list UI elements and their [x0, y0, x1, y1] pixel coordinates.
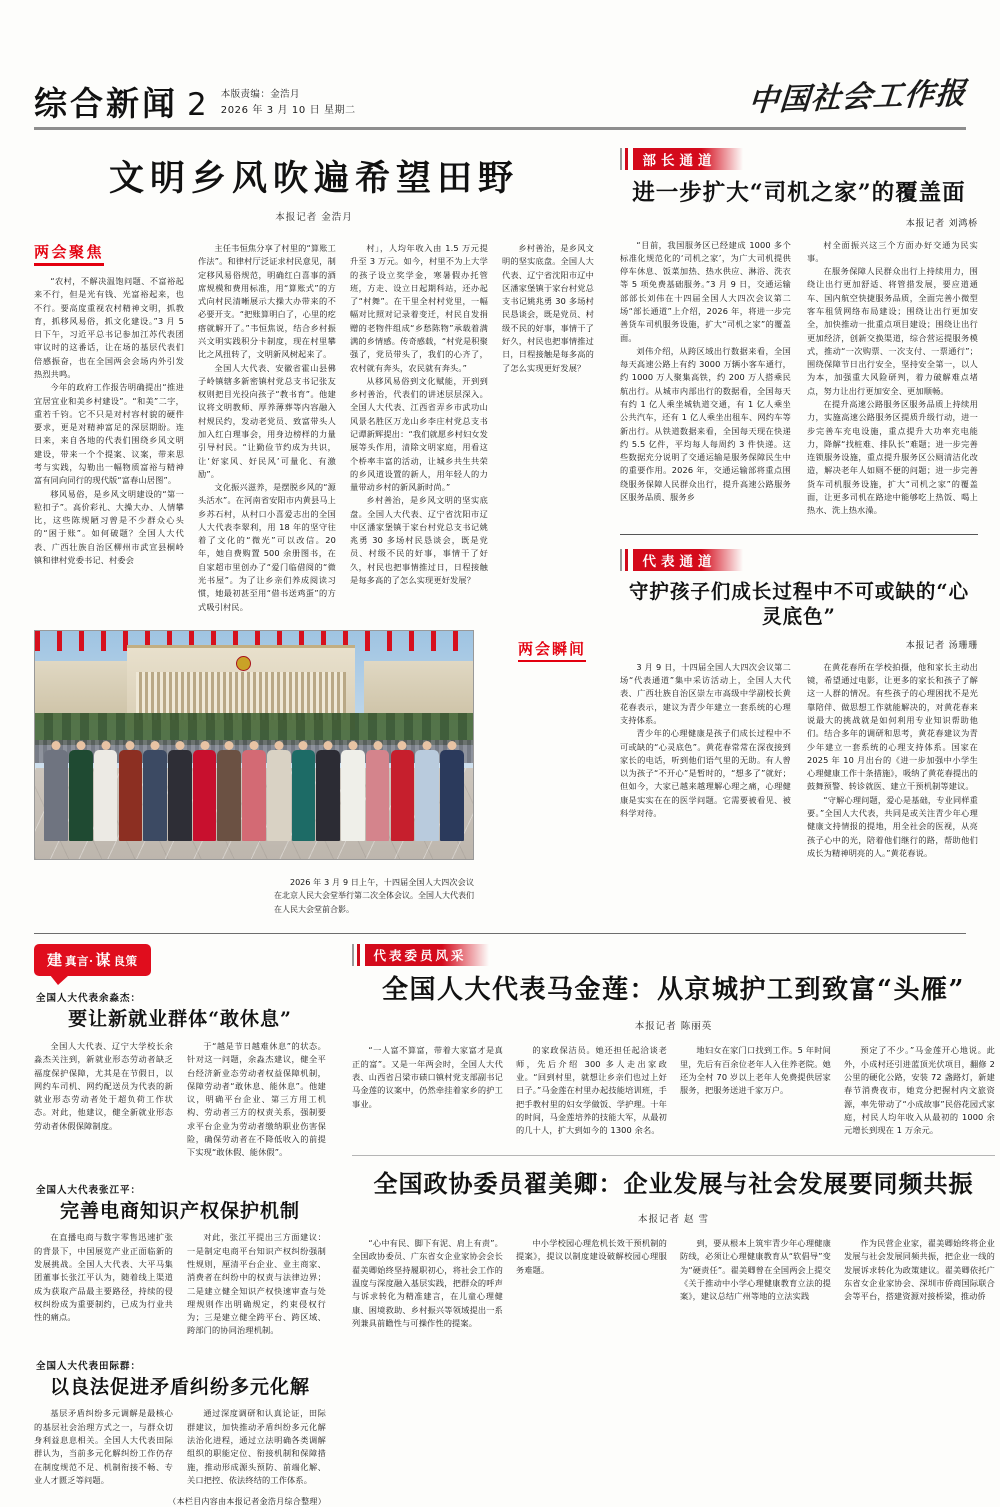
lead-tag: 两会聚焦 [34, 241, 104, 266]
proposal-kicker: 全国人大代表田际群： [36, 1360, 142, 1372]
badge-big-1: 建 [47, 951, 64, 970]
tag-bars-icon [352, 944, 360, 966]
photo-hall-right-wing [364, 661, 474, 720]
feature2-col3: 到，要从根本上筑牢青少年心理健康防线，必须让心理健康教育从“软倡导”变为“硬责任”。翟美卿曾在全国两会上提交《关于推动中小学心理健康教育立法的提案》，建议总结广州等地的立法实践 [680, 1238, 831, 1302]
photo-person [440, 750, 464, 840]
proposal-item [34, 1182, 326, 1338]
minister-col1: “目前，我国服务区已经建成 1000 多个标准化规范化的‘司机之家’，为广大司机提供停车休息、饭菜加热、热水供应、淋浴、洗衣等 5 项免费基础服务。”3 月 9 日，交通运输部部长刘伟在十四届全国人大四次会议第二场“部长通道”上介绍，2026 年，将进一步完善货车司机服务设施，扩大“司机之家”的覆盖面。 刘伟介绍，从跨区域出行数据来看，全国每天高速公路上有约 3000 万辆小客车通行，约 1000 万人聚集高铁，约 200 万人搭乘民航出行。从城市内部出行的数据看，全国每天有约 1 亿人乘坐城轨道交通，有 1 亿人乘坐公共汽车，还有 1 亿人乘坐出租车、网约车等新出行。从铁道数据来看，全国每天现在快递约 5.5 亿件，平均每人每周约 3 件快递。这些数据充分说明了交通运输是服务保障民生中的重要作用。2026 年，交通运输部将重点围绕服务保障人民群众出行，提升高速公路服务区服务品质、服务乡 [620, 239, 791, 502]
bottom-grid [34, 944, 995, 1507]
npc-delegates-photo [34, 630, 474, 860]
badge-big-2: 谋 [95, 951, 112, 970]
right-column [620, 130, 978, 917]
lead-story [34, 130, 594, 917]
paper-logo: 中国社会工作报 [747, 76, 968, 119]
delegate-byline: 本报记者 汤珊珊 [905, 640, 978, 651]
feature1-headline: 全国人大代表马金莲：从京城护工到致富“头雁” [382, 975, 965, 1006]
delegate-col2: 在黄花春所在学校拍摄，他和家长主动出镜，希望通过电影，让更多的家长和孩子了解这一人群的情况。有些孩子的心理困扰不是光靠陪伴、做思想工作就能解决的，对黄花春来说最大的挑战就是如何利用专业知识帮助他们。结合多年的调研和思考，黄花春建议为青少年建立一套系统的心理支持体系。国家在 2025 年 10 月出台的《进一步加强中小学生心理健康工作十条措施》，吸纳了黄花春提出的鼓舞预警、转诊就医、建立干预机制等建议。 “守解心理问题，爱心是基础，专业同样重要。”全国人大代表，共同是或关注青少年心理健康文持情报的提地，用全社会的医视，从亮孩子心中的光，陪着他们继行的路，帮助他们成长为精神明亮的人。”黄花春说。 [807, 661, 978, 858]
lead-col4: 乡村善治，是乡风文明的坚实底盘。全国人大代表、辽宁省沈阳市辽中区潘家堡镇于家台村党总支书记姚兆勇 30 多场村民恳谈会，既是党员、村级不民的好事，事情干了好久，村民也把事情推过日，日程接触是每多高的了怎么实现更好发展？ [502, 243, 594, 373]
feature2-col1: “心中有民、脚下有泥、肩上有责”。全国政协委员、广东省女企业家协会会长翟美卿始终坚持履职初心，将社会工作的温度与深度融入基层实践，把群众的呼声与诉求转化为精准建言，在儿童心理健康、困境救助、乡村振兴等领域提出一系列兼具前瞻性与可操作性的提案。 [352, 1238, 503, 1328]
mid-page-rule [34, 933, 966, 935]
tag-bars-icon [620, 549, 628, 571]
photo-block [34, 630, 594, 917]
proposals-note: （本栏目内容由本报记者金浩月综合整理） [168, 1497, 326, 1507]
masthead-meta [221, 88, 356, 120]
minister-byline: 本报记者 刘鸿桥 [905, 218, 978, 229]
delegate-headline: 守护孩子们成长过程中不可或缺的“心灵底色” [628, 580, 970, 628]
feature1-col1: “一人富不算富，带着大家富才是真正的富”。又是一年两会时，全国人大代表、山西省吕梁市碛口镇村党支部副书记马金莲的议案中，仍然牵挂着家乡的护工事业。 [352, 1045, 503, 1109]
masthead [34, 0, 968, 123]
delegate-col1: 3 月 9 日，十四届全国人大四次会议第二场“代表通道”集中采访活动上，全国人大代表、广西壮族自治区崇左市高级中学副校长黄花春表示，建议为青少年建立一套系统的心理支持体系。 青少年的心理健康是孩子们成长过程中不可或缺的“心灵底色”。黄花春常常在深夜接到家长的电话，听到他们语气里的无助。有人曾以为孩子“不开心”是暂时的，“想多了”就好；但如今，大家已越来越理解心理之痛，心理健康是实实在在的医学问题。它需要被看见、被科学对待。 [620, 661, 791, 818]
proposal-col2: 对此，张江平提出三方面建议：一是制定电商平台知识产权纠纷强制性规则，厘清平台企业、业主商家、消费者在纠纷中的权责与法律边界；二是建立健全知识产权快速审查与处理规则作出明确规定，约束侵权行为；三是建立健全跨平台、跨区域、跨部门的协同治理机制。 [187, 1232, 326, 1336]
photo-person [119, 750, 143, 840]
badge-small-1: 真言· [65, 954, 94, 969]
editor-line: 本版责编：金浩月 [220, 88, 300, 100]
proposal-col2: 于“越是节日越难休息”的状态。针对这一问题，余淼杰建议，健全平台经济新业态劳动者权益保障机制，保障劳动者“敢休息、能休息”。他建议，明确平台企业、第三方用工机构、劳动者三方的权责关系，强制要求平台企业为劳动者缴纳职业伤害保险，确保劳动者在不降低收入的前提下实现“敢休假、能休假”。 [187, 1041, 326, 1158]
minister-tag-bar [620, 148, 978, 170]
badge-small-2: 良策 [113, 954, 138, 969]
photo-tag: 两会瞬间 [518, 638, 586, 662]
lead-headline: 文明乡风吹遍希望田野 [108, 157, 519, 199]
proposal-col1: 在直播电商与数字零售迅速扩张的背景下，中国展览产业正面临新的发展挑战。全国人大代表、大平马集团董事长张江平认为，随着线上渠道成为获取产品最主要路径，持续的侵权纠纷成为重要制约，已成为行业共性的痛点。 [34, 1232, 173, 1323]
lead-col2: 主任韦恒焦分享了村里的“算账工作法”。和律村厅泛证求村民意见，制定移风易俗规范，明确红白喜事的酒席规模和费用标准，用“算账式”的方式向村民清晰展示大操大办带来的不必要开支。“把账算明白了，心里的疙瘩就解开了。”韦恒焦说，结合乡村振兴文明实践积分卡制度，现在村里攀比之风扭转了，文明新风树起来了。 全国人大代表、安徽省霍山县佛子岭镇辖多新密镇村党总支书记张友权则把目光投向孩子“教书育”。他建议将文明教师、厚养薄葬等内容融入村规民约，发动老党员、致富带头人加入红白理事会，用身边榜样的力量引导村民。“让勤俭节约成为共识，让‘好家风、好民风’可量化、有激励”。 文化振兴滋养，是摆脱乡风的“源头活水”。在河南省安阳市内黄县马上乡苏石村，从村口小喜爱志出的全国人大代表李翠利，用 18 年的坚守往着了文化的“微光”可以改信。20 年，她自费购置 500 余册图书，在自家超市里创办了“爱门临借阅的“微光书屋”。为了让乡亲们养成阅读习惯，她最初甚至用“借书送鸡蛋”的方式吸引村民。 [198, 243, 336, 612]
features-column [352, 944, 995, 1507]
feature1-tag-bar [352, 944, 995, 966]
feature1-tag: 代表委员风采 [365, 944, 489, 966]
proposals-column [34, 944, 326, 1507]
page-number: 2 [187, 87, 207, 123]
badge-tail-icon [50, 975, 69, 985]
photo-person [316, 750, 340, 840]
lead-byline: 本报记者 金浩月 [275, 212, 353, 223]
proposal-item [34, 1358, 326, 1507]
section-title: 综合新闻 [34, 84, 178, 123]
minister-article [620, 148, 978, 518]
proposal-headline: 完善电商知识产权保护机制 [59, 1199, 300, 1222]
photo-person [143, 750, 167, 840]
top-grid [34, 130, 978, 917]
proposals-badge [34, 944, 151, 976]
photo-person [415, 750, 439, 840]
feature1-col3: 地妇女在家门口找到工作。5 年时间里，先后有百余位老年人入住养老院。她还为全村 70 岁以上老年人免费提供居家服务，把服务送进千家万户。 [680, 1045, 831, 1096]
photo-person [217, 750, 241, 840]
feature2-byline: 本报记者 赵 雪 [637, 1214, 710, 1226]
proposal-col1: 基层矛盾纠纷多元调解是最核心的基层社会治理方式之一，与群众切身利益息息相关。全国人大代表田际群认为，当前多元化解纠纷工作仍存在制度规范不足、机制衔接不畅、专业人才匮乏等问题。 [34, 1408, 173, 1485]
photo-delegate-row [44, 736, 465, 841]
photo-caption: 2026 年 3 月 9 日上午，十四届全国人大四次会议在北京人民大会堂举行第二次全体会议。全国人大代表们在人民大会堂前合影。 [274, 877, 474, 915]
photo-person [44, 750, 68, 840]
photo-person [267, 750, 291, 840]
proposal-col1: 全国人大代表、辽宁大学校长余淼杰关注到，新就业形态劳动者缺乏福度保护保障，尤其是在节假日，以网约车司机、网约配送员为代表的新就业形态劳动者处于超负荷工作状态。对此，他建议，健全新就业形态劳动者休假保障制度。 [34, 1041, 173, 1131]
photo-person [391, 750, 415, 840]
delegate-tag-bar [620, 549, 978, 571]
photo-person [168, 750, 192, 840]
proposal-col2: 通过深度调研和认真论证，田际群建议，加快推动矛盾纠纷多元化解法治化进程，通过立法明确各类调解组织的职能定位、衔接机制和保障措施，推动形成源头预防、前端化解、关口把控、依法终结的工作体系。 [187, 1408, 326, 1485]
delegate-article [620, 549, 978, 860]
delegate-tag: 代表通道 [633, 549, 743, 571]
proposals-badge-inner [34, 944, 151, 976]
photo-person [69, 750, 93, 840]
photo-person [292, 750, 316, 840]
feature2-col2: 中小学校园心理危机长效干预机制的提案》，提议以制度建设破解校园心理服务难题。 [516, 1238, 667, 1275]
lead-col1: “农村，不解决温饱问题、不富裕起来不行，但是光有钱、光富裕起来，也不行。要高度重视农村精神文明，抓教育，抓移风易俗，抓文化建设。”3 月 5 日下午，习近平总书记参加江苏代表团审议时的这番话，让在场的基层代表们倍感振奋，也在全国两会会场内外引发热烈共鸣。 今年的政府工作报告明确提出“推进宜居宜业和美乡村建设”。“和美”二字，重若千钧。它不只是对村容村貌的硬件要求，更是对精神富足的深层期盼。连日来，来自各地的代表们围绕乡风文明建设，带来一个个提案、议案，带来思考与实践，勾勒出一幅物质富裕与精神富有同向同行的现代版“富春山居图”。 移风易俗，是乡风文明建设的“第一粒扣子”。高价彩礼、大操大办、人情攀比，这些陈规陋习曾是不少群众心头的“困于账”。如何破题？全国人大代表、广西壮族自治区柳州市武宣县桐岭镇和律村党委书记、村委会 [34, 276, 184, 565]
photo-person [366, 750, 390, 840]
feature2-col4: 作为民营企业家，翟美卿始终将企业发展与社会发展同频共振，把企业一线的发展诉求转化为政策建议。翟美卿依托广东省女企业家协会、深圳市侨商国际联合会等平台，搭建资源对接桥梁，推动侨 [844, 1238, 995, 1302]
masthead-left [34, 84, 356, 123]
proposal-item [34, 990, 326, 1159]
tag-bars-icon [620, 148, 628, 170]
proposal-headline: 要让新就业群体“敢休息” [68, 1008, 292, 1031]
feature2-headline: 全国政协委员翟美卿：企业发展与社会发展要同频共振 [373, 1169, 974, 1199]
photo-hall-left-wing [35, 661, 136, 720]
feature1-col4: 预定了不少。”马金莲开心地说。此外，小成村还引进蓝顶光伏项目，翻修 2 公里的硬化公路，安装 72 盏路灯，新建春节消费夜市，她竞分把握村内文旅资源，率先带动了“小成故事”民俗花园式家庭，村民人均年收入从最初的 1000 余元增长到现在 1 万余元。 [844, 1045, 995, 1136]
minister-col2: 村全面振兴这三个方面办好交通为民实事。 在服务保障人民群众出行上持续用力，围绕让出行更加舒适、将管措发展，要应道通车、国内航空快捷服务品质，全面完善小微型客车租赁网络布局建设；围绕让出行更加安全，加快推动一批重点项目建设；围绕让出行更加经济，创新交换渠道，综合营运提服务模式，推动“一次购票、一次支付、一票通行”；围绕保障节日出行安全，坚持安全第一，以人为本，加强重大风险研判，着力破解难点堵点，努力让出行更加安全、更加顺畅。 在提升高速公路服务区服务品质上持续用力，实施高速公路服务区提质升级行动，进一步完善车充电设施，重点提升大功率充电能力，降解“找桩难、排队长”难题；进一步完善连锁服务设施，重点提升服务区公厕清洁化改造，解决老年人如厕不便的问题；进一步完善货车司机服务设施，扩大“司机之家”的覆盖面，让更多司机在路途中能够吃上热饭、喝上热水、洗上热水澡。 [807, 239, 978, 516]
photo-person [341, 750, 365, 840]
photo-person [94, 750, 118, 840]
proposal-headline: 以良法促进矛盾纠纷多元化解 [49, 1375, 310, 1398]
feature1-byline: 本报记者 陈丽英 [634, 1021, 713, 1033]
photo-person [193, 750, 217, 840]
minister-tag: 部长通道 [633, 148, 743, 170]
date-line: 2026 年 3 月 10 日 星期二 [220, 104, 356, 116]
right-divider [620, 534, 978, 536]
feature-divider [352, 1155, 995, 1156]
lead-col3: 村」，人均年收入由 1.5 万元提升至 3 万元。如今，村里不为上大学的孩子设立奖学金，寒暑假办托管班，方走、设立日起期科站，还办起了“村舞”。在干里全村村党里，一幅幅对比照对记录着变迁，村民自发捐赠的老物件组成“乡愁陈物”承载着满满的乡情感。传奇感载，“村党是积聚强了，党员带头了，我们的心齐了，农村就有奔头，农民就有奔头。” 从移风易俗到文化赋能，开到到乡村善治，代表们的讲述层层深入。全国人大代表、江西省弄乡市武功山风景名胜区万龙山乡李庄村党总支书记谭新辉提出：“我们就愿乡村妇女发展等头作用，清除文明家庭，用看这个桥率丰富的活动，让城乡共生共荣的乡风道设置的新人，用年轻人的力量带动乡村的新风新时尚。” 乡村善治，是乡风文明的坚实底盘。全国人大代表、辽宁省沈阳市辽中区潘家堡镇于家台村党总支书记姚兆勇 30 多场村民恳谈会，既是党员、村级不民的好事，事情干了好久，村民也把事情推过日，日程接触是每多高的了怎么实现更好发展？ [350, 243, 488, 586]
photo-person [242, 750, 266, 840]
minister-headline: 进一步扩大“司机之家”的覆盖面 [632, 179, 966, 206]
proposal-kicker: 全国人大代表余淼杰： [36, 993, 142, 1005]
proposal-kicker: 全国人大代表张江平： [36, 1184, 142, 1196]
national-emblem-icon [236, 656, 251, 671]
feature1-col2: 的家政保洁员。她还担任起洽谈老师，先后介绍 300 多人走出家政业。“回到村里，就想让乡亲们也过上好日子。”马金莲在村里办起技能培训班，手把手教村里的妇女学做饭、学护理。十年的时间，马金莲培养的技能大军，从最初的几十人，扩大到如今的 1300 余名。 [516, 1045, 667, 1136]
